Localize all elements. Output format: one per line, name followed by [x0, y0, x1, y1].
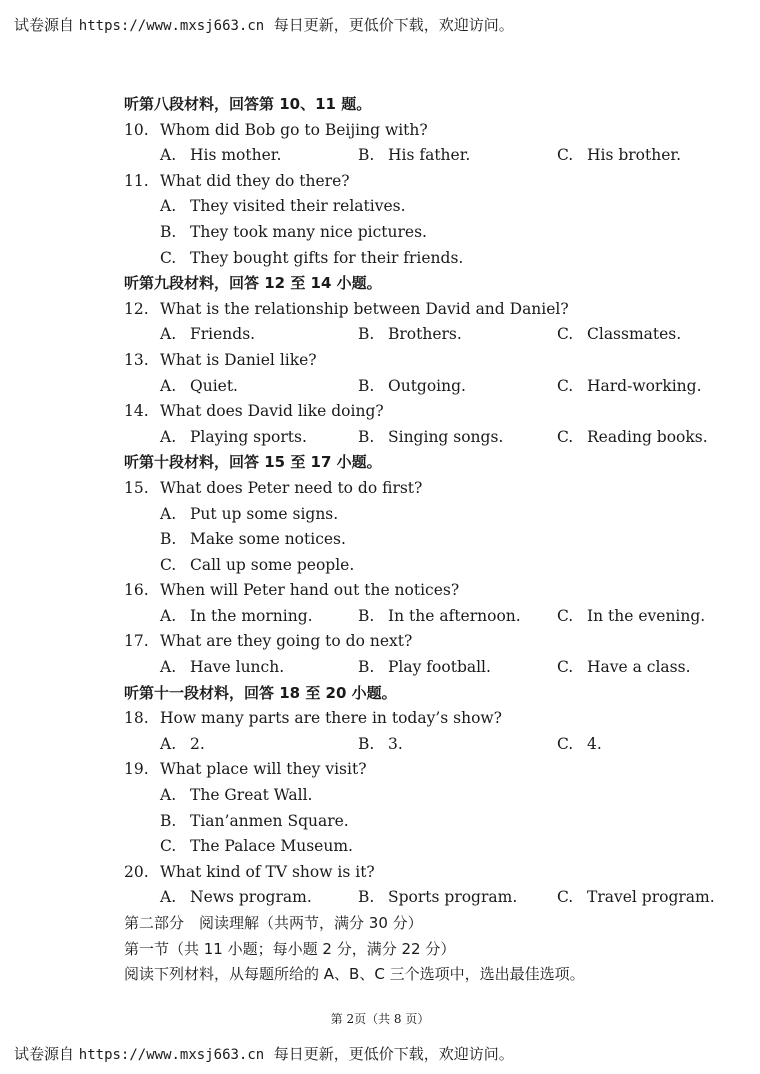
answer-option: [557, 374, 702, 400]
option-text: Tian’anmen Square.: [190, 811, 349, 830]
option-text: His father.: [388, 146, 471, 165]
answer-option: [557, 655, 691, 681]
option-text: Put up some signs.: [190, 504, 339, 523]
option-text: 3.: [388, 734, 403, 753]
option-text: Have lunch.: [190, 658, 285, 677]
question-stem: [124, 578, 724, 604]
question-text: What did they do there?: [160, 171, 350, 190]
answer-option: [557, 885, 715, 911]
question-number: 11.: [124, 171, 149, 190]
option-text: Sports program.: [388, 888, 518, 907]
option-letter: C.: [557, 325, 574, 344]
option-row: [124, 194, 724, 220]
section-heading: 听第九段材料，回答 12 至 14 小题。: [124, 274, 382, 293]
option-text: In the afternoon.: [388, 606, 521, 625]
option-letter: B.: [358, 325, 375, 344]
option-text: Friends.: [190, 325, 256, 344]
question-number: 16.: [124, 581, 149, 600]
option-letter: B.: [358, 606, 375, 625]
question-number: 13.: [124, 350, 149, 369]
answer-option: [160, 655, 284, 681]
answer-option: [160, 220, 427, 246]
question-stem: [124, 169, 724, 195]
question-text: What are they going to do next?: [160, 632, 413, 651]
option-row: [124, 502, 724, 528]
top-banner: [14, 14, 514, 35]
option-text: The Great Wall.: [190, 786, 313, 805]
option-text: Reading books.: [587, 427, 708, 446]
option-letter: A.: [160, 325, 177, 344]
option-letter: B.: [358, 376, 375, 395]
option-text: 2.: [190, 734, 205, 753]
option-text: Classmates.: [587, 325, 682, 344]
question-text: What does Peter need to do first?: [160, 478, 423, 497]
option-row: [124, 834, 724, 860]
option-text: Quiet.: [190, 376, 238, 395]
question-number: 19.: [124, 760, 149, 779]
option-letter: B.: [358, 427, 375, 446]
option-text: They visited their relatives.: [190, 197, 406, 216]
answer-option: [557, 322, 681, 348]
option-row: [124, 604, 724, 630]
answer-option: [358, 732, 403, 758]
section-instruction: 第二部分 阅读理解（共两节，满分 30 分）: [124, 914, 423, 932]
option-row: [124, 374, 724, 400]
option-text: His brother.: [587, 146, 682, 165]
question-text: Whom did Bob go to Beijing with?: [160, 120, 428, 139]
option-text: They took many nice pictures.: [190, 222, 427, 241]
option-text: Hard-working.: [587, 376, 702, 395]
option-letter: A.: [160, 606, 177, 625]
option-row: [124, 553, 724, 579]
option-letter: A.: [160, 888, 177, 907]
bottom-banner: [14, 1043, 514, 1064]
option-text: Singing songs.: [388, 427, 504, 446]
section-heading: 听第八段材料，回答第 10、11 题。: [124, 95, 372, 113]
option-letter: C.: [557, 427, 574, 446]
section-instruction: 第一节（共 11 小题；每小题 2 分，满分 22 分）: [124, 939, 456, 958]
answer-option: [160, 502, 338, 528]
answer-option: [358, 322, 462, 348]
answer-option: [160, 809, 349, 835]
answer-option: [358, 885, 517, 911]
option-letter: B.: [358, 888, 375, 907]
answer-option: [160, 604, 313, 630]
question-text: What does David like doing?: [160, 402, 384, 421]
answer-option: [160, 194, 406, 220]
option-letter: A.: [160, 197, 177, 216]
option-text: Make some notices.: [190, 530, 346, 549]
option-letter: B.: [160, 222, 177, 241]
option-text: They bought gifts for their friends.: [190, 248, 464, 267]
option-letter: C.: [160, 555, 177, 574]
option-row: [124, 143, 724, 169]
option-letter: B.: [358, 658, 375, 677]
option-letter: A.: [160, 427, 177, 446]
banner-suffix: 每日更新，更低价下载，欢迎访问。: [264, 16, 514, 34]
option-letter: B.: [160, 530, 177, 549]
question-stem: [124, 706, 724, 732]
question-text: What place will they visit?: [160, 760, 367, 779]
answer-option: [160, 885, 312, 911]
exam-content: [124, 92, 724, 988]
option-text: Playing sports.: [190, 427, 307, 446]
option-row: [124, 246, 724, 272]
question-text: What is the relationship between David and Daniel?: [160, 299, 569, 318]
option-text: His mother.: [190, 146, 282, 165]
question-number: 20.: [124, 862, 149, 881]
option-row: [124, 783, 724, 809]
option-letter: A.: [160, 146, 177, 165]
answer-option: [557, 604, 705, 630]
answer-option: [358, 374, 466, 400]
answer-option: [557, 732, 602, 758]
answer-option: [358, 604, 521, 630]
answer-option: [160, 425, 307, 451]
question-text: What kind of TV show is it?: [160, 862, 375, 881]
option-row: [124, 809, 724, 835]
question-stem: [124, 399, 724, 425]
option-letter: A.: [160, 734, 177, 753]
answer-option: [160, 783, 312, 809]
question-text: When will Peter hand out the notices?: [160, 581, 460, 600]
option-letter: C.: [160, 837, 177, 856]
option-text: News program.: [190, 888, 312, 907]
answer-option: [160, 732, 205, 758]
option-letter: A.: [160, 786, 177, 805]
banner-url[interactable]: https://www.mxsj663.cn: [78, 1047, 265, 1063]
option-text: The Palace Museum.: [190, 837, 353, 856]
question-number: 12.: [124, 299, 149, 318]
page-footer: 第 2页（共 8 页）: [330, 1012, 430, 1026]
option-row: [124, 527, 724, 553]
answer-option: [160, 246, 463, 272]
answer-option: [160, 143, 281, 169]
option-letter: C.: [557, 376, 574, 395]
answer-option: [160, 527, 346, 553]
option-letter: C.: [557, 606, 574, 625]
banner-prefix: 试卷源自: [14, 1045, 79, 1063]
option-letter: C.: [557, 146, 574, 165]
section-heading: 听第十一段材料，回答 18 至 20 小题。: [124, 683, 397, 702]
option-letter: A.: [160, 504, 177, 523]
question-stem: [124, 297, 724, 323]
answer-option: [358, 143, 470, 169]
question-number: 14.: [124, 402, 149, 421]
question-text: What is Daniel like?: [160, 350, 317, 369]
option-letter: B.: [358, 146, 375, 165]
answer-option: [160, 834, 353, 860]
option-letter: C.: [557, 734, 574, 753]
option-letter: A.: [160, 658, 177, 677]
answer-option: [358, 655, 491, 681]
answer-option: [557, 425, 708, 451]
option-text: Travel program.: [587, 888, 715, 907]
option-text: In the evening.: [587, 606, 706, 625]
question-stem: [124, 348, 724, 374]
question-number: 17.: [124, 632, 149, 651]
option-text: Call up some people.: [190, 555, 355, 574]
option-row: [124, 655, 724, 681]
question-text: How many parts are there in today’s show?: [160, 709, 502, 728]
option-text: 4.: [587, 734, 602, 753]
section-heading: 听第十段材料，回答 15 至 17 小题。: [124, 453, 382, 472]
option-text: In the morning.: [190, 606, 313, 625]
option-text: Brothers.: [388, 325, 462, 344]
option-text: Have a class.: [587, 658, 691, 677]
question-number: 18.: [124, 709, 149, 728]
answer-option: [160, 374, 238, 400]
question-stem: [124, 757, 724, 783]
question-stem: [124, 860, 724, 886]
banner-prefix: 试卷源自: [14, 16, 79, 34]
option-row: [124, 732, 724, 758]
option-letter: C.: [557, 658, 574, 677]
option-letter: C.: [160, 248, 177, 267]
banner-url[interactable]: https://www.mxsj663.cn: [78, 18, 265, 34]
question-stem: [124, 118, 724, 144]
answer-option: [358, 425, 503, 451]
option-letter: C.: [557, 888, 574, 907]
option-letter: B.: [160, 811, 177, 830]
option-text: Play football.: [388, 658, 491, 677]
option-row: [124, 425, 724, 451]
section-instruction: 阅读下列材料，从每题所给的 A、B、C 三个选项中，选出最佳选项。: [124, 965, 585, 984]
option-row: [124, 220, 724, 246]
option-letter: A.: [160, 376, 177, 395]
option-row: [124, 322, 724, 348]
answer-option: [160, 553, 354, 579]
question-stem: [124, 629, 724, 655]
option-text: Outgoing.: [388, 376, 466, 395]
answer-option: [160, 322, 255, 348]
banner-suffix: 每日更新，更低价下载，欢迎访问。: [264, 1045, 514, 1063]
option-row: [124, 885, 724, 911]
option-letter: B.: [358, 734, 375, 753]
question-stem: [124, 476, 724, 502]
answer-option: [557, 143, 681, 169]
question-number: 15.: [124, 478, 149, 497]
question-number: 10.: [124, 120, 149, 139]
